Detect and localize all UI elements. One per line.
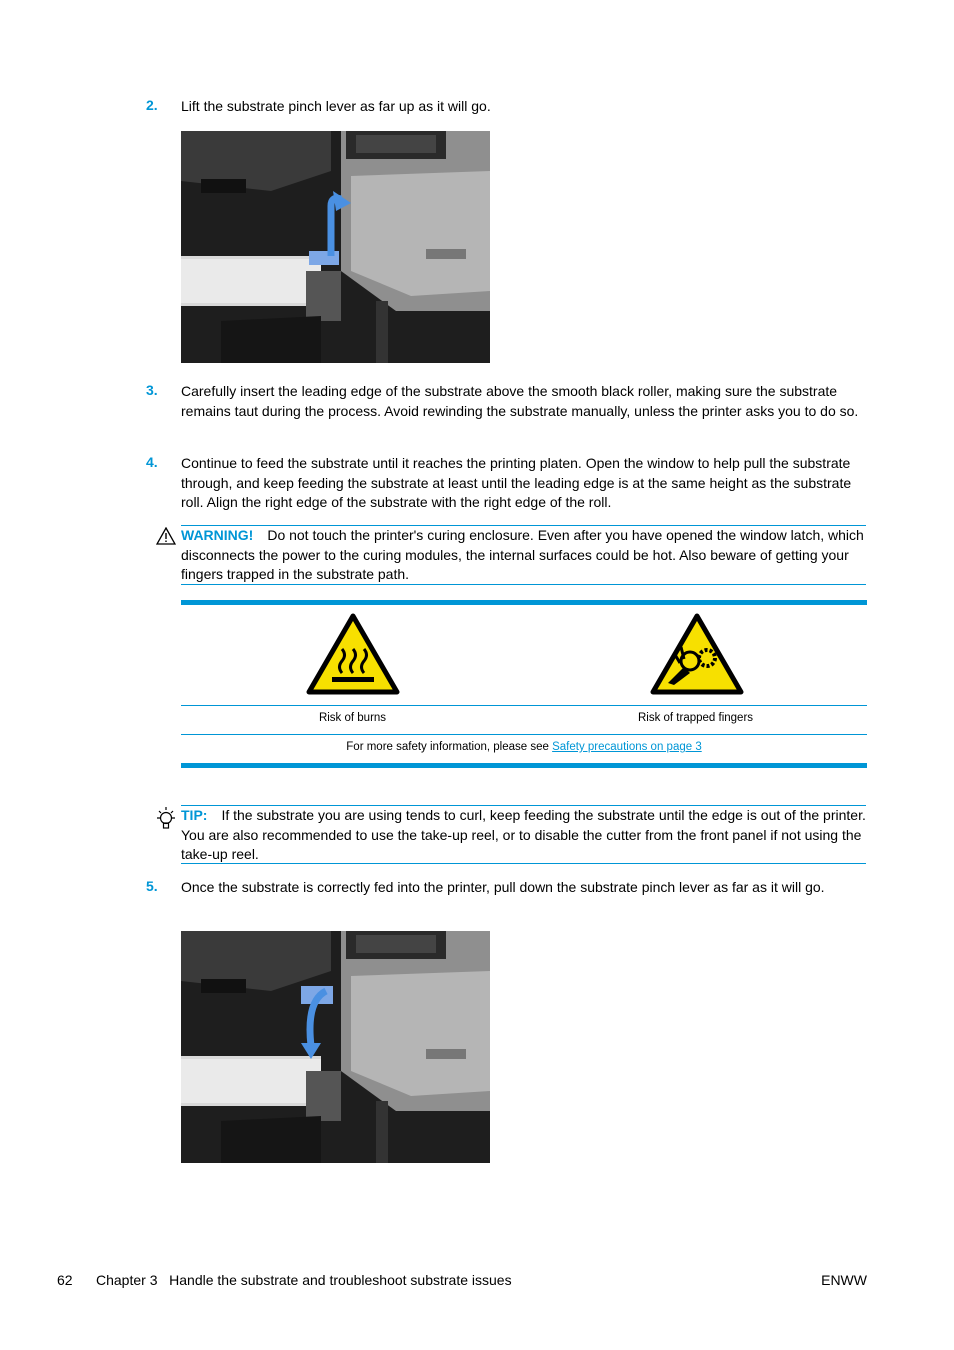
table-rule-1 bbox=[181, 705, 867, 706]
tip-box bbox=[181, 805, 866, 864]
step-4-number: 4. bbox=[146, 454, 158, 470]
hot-surface-warning-icon bbox=[306, 613, 400, 700]
burns-caption: Risk of burns bbox=[318, 712, 387, 724]
table-rule-2 bbox=[181, 734, 867, 735]
trapped-fingers-warning-icon bbox=[650, 613, 744, 700]
step-2-text: Lift the substrate pinch lever as far up as it will go. bbox=[181, 98, 491, 114]
step-2-number: 2. bbox=[146, 97, 158, 113]
fingers-caption: Risk of trapped fingers bbox=[637, 712, 754, 724]
more-safety-info bbox=[181, 741, 867, 753]
tip-text: If the substrate you are using tends to curl, keep feeding the substrate until the edge is out of the printer. You are also recommended to use the take-up reel, or to disable the cutter from the front panel if not using the take-up reel. bbox=[181, 807, 866, 862]
step-4-text: Continue to feed the substrate until it reaches the printing platen. Open the window to help pull the substrate through, and keep feeding the substrate at least until the leading edge is at the same height as the substrate roll. Align the right edge of the substrate with the right edge of the roll. bbox=[181, 455, 852, 510]
tip-label: TIP: bbox=[181, 807, 208, 823]
warning-box bbox=[181, 525, 866, 585]
warning-label: WARNING! bbox=[181, 527, 254, 543]
table-bottom-bar bbox=[181, 763, 867, 768]
step-5-number: 5. bbox=[146, 878, 158, 894]
lightbulb-icon bbox=[155, 806, 177, 837]
chapter-title: Chapter 3 Handle the substrate and troubleshoot substrate issues bbox=[96, 1272, 512, 1288]
warning-triangle-icon bbox=[156, 527, 176, 550]
warning-text: Do not touch the printer's curing enclosure. Even after you have opened the window latch, which disconnects the power to the curing modules, the internal surfaces could be hot. Also beware of getting your fingers trapped in the substrate path. bbox=[181, 527, 864, 582]
table-top-bar bbox=[181, 600, 867, 605]
step-5-text: Once the substrate is correctly fed into the printer, pull down the substrate pinch lever as far as it will go. bbox=[181, 879, 825, 895]
step-3-text: Carefully insert the leading edge of the substrate above the smooth black roller, making sure the substrate remains taut during the process. Avoid rewinding the substrate manually, unless the printer asks you to do so. bbox=[181, 383, 859, 419]
page-number: 62 bbox=[57, 1272, 73, 1288]
footer-code: ENWW bbox=[821, 1272, 867, 1288]
more-info-prefix: For more safety information, please see bbox=[346, 741, 553, 753]
step-3-number: 3. bbox=[146, 382, 158, 398]
safety-precautions-link[interactable]: Safety precautions on page 3 bbox=[552, 741, 702, 753]
printer-photo-lever-up bbox=[181, 131, 490, 363]
printer-photo-lever-down bbox=[181, 931, 490, 1163]
